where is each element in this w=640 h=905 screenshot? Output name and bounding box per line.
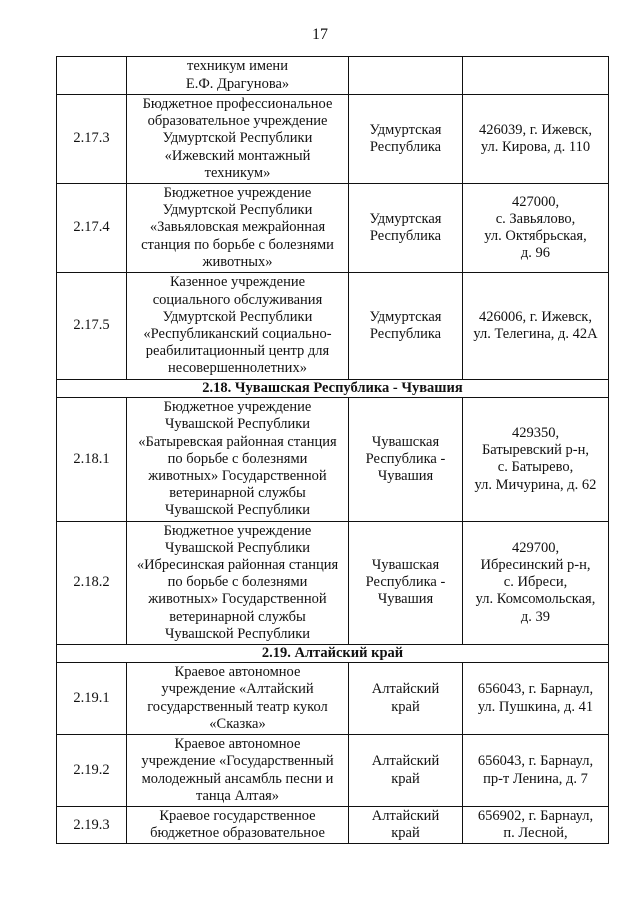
organization-name-line: «Ибресинская районная станция [136, 557, 339, 574]
organization-name-line: Чувашской Республики [164, 502, 311, 519]
organization-name-cell [127, 398, 349, 521]
organization-name-line: «Республиканский социально- [143, 326, 332, 343]
organization-name-line: танца Алтая» [195, 787, 280, 804]
organization-name-line: Е.Ф. Драгунова» [185, 75, 290, 92]
organization-name-line: учреждение «Алтайский [161, 681, 314, 698]
organization-name-line: Бюджетное учреждение [163, 522, 312, 539]
item-number [57, 57, 127, 95]
address-cell [463, 273, 609, 380]
address-line: 429350, [511, 425, 560, 442]
organization-name-line: Краевое автономное [174, 736, 301, 753]
organization-name-line: ветеринарной службы [169, 485, 306, 502]
organization-name-cell [127, 273, 349, 380]
address-line: ул. Кирова, д. 110 [480, 139, 591, 155]
region-name-line: Удмуртская [369, 308, 442, 325]
item-number: 2.17.5 [57, 273, 127, 380]
organization-name-line: «Батыревская районная станция [138, 433, 337, 450]
address-line: п. Лесной, [503, 825, 568, 842]
organization-name-cell [127, 521, 349, 644]
item-number: 2.17.3 [57, 95, 127, 184]
region-name-line: Республика [369, 326, 442, 343]
organization-name-line: Краевое государственное [159, 807, 316, 824]
address-cell [463, 95, 609, 184]
organization-name-cell [127, 735, 349, 807]
organization-name-cell [127, 663, 349, 735]
organization-name-line: реабилитационный центр для [145, 343, 330, 360]
organization-name-line: Удмуртской Республики [162, 308, 313, 325]
organization-name-line: животных» Государственной [148, 591, 327, 608]
table-row [57, 806, 609, 843]
region-name-line: Алтайский [371, 681, 440, 698]
organization-name-line: образовательное учреждение [147, 113, 328, 130]
item-number: 2.18.1 [57, 398, 127, 521]
section-header-row [57, 380, 609, 398]
item-number: 2.19.1 [57, 663, 127, 735]
region-name-line: край [391, 825, 420, 842]
organization-name-line: Чувашской Республики [164, 416, 311, 433]
organization-name-line: Краевое автономное [174, 664, 301, 681]
organization-name-line: учреждение «Государственный [141, 753, 334, 770]
address-line: ул. Октябрьская, [484, 228, 587, 245]
section-title: 2.18. Чувашская Республика - Чувашия [57, 380, 609, 398]
region-name-line: край [391, 698, 420, 715]
address-line: 429700, [511, 539, 560, 556]
address-cell [463, 398, 609, 521]
table-row [57, 57, 609, 95]
organization-name-line: Чувашской Республики [164, 539, 311, 556]
organization-name-line: Казенное учреждение [169, 274, 306, 291]
region-name-cell [349, 663, 463, 735]
region-name-line: край [391, 770, 420, 787]
organization-name-line: животных» [202, 253, 273, 270]
organization-name-cell [127, 95, 349, 184]
section-header-row [57, 645, 609, 663]
region-name-line: Чувашская [371, 433, 440, 450]
table-row [57, 95, 609, 184]
region-name-cell [349, 273, 463, 380]
organizations-table [56, 56, 609, 844]
address-line: 656902, г. Барнаул, [477, 807, 594, 824]
region-name-line: Чувашия [377, 591, 434, 608]
organization-name-line: животных» Государственной [148, 468, 327, 485]
address-line: ул. Пушкина, д. 41 [477, 698, 594, 715]
address-line: 426006, г. Ижевск, [479, 308, 592, 325]
region-name-cell [349, 806, 463, 843]
address-cell [463, 663, 609, 735]
region-name-line: Чувашская [371, 557, 440, 574]
table-row [57, 184, 609, 273]
organization-name-line: Бюджетное профессиональное [142, 96, 333, 112]
address-line: 656043, г. Барнаул, [477, 681, 594, 698]
address-line: пр-т Ленина, д. 7 [483, 770, 588, 787]
address-cell [463, 184, 609, 273]
section-title: 2.19. Алтайский край [57, 645, 609, 663]
organization-name-line: бюджетное образовательное [150, 825, 325, 842]
region-name-line: Республика - [365, 574, 446, 591]
organization-name-line: «Ижевский монтажный [164, 147, 311, 164]
region-name-cell [349, 95, 463, 184]
region-name-cell [349, 57, 463, 95]
table-body [57, 57, 609, 844]
organization-name-line: ветеринарной службы [169, 608, 306, 625]
region-name-line: Чувашия [377, 468, 434, 485]
organization-name-line: социального обслуживания [152, 291, 323, 308]
page-number: 17 [312, 26, 328, 43]
region-name-cell [349, 398, 463, 521]
organization-name-cell [127, 806, 349, 843]
table-row [57, 398, 609, 521]
organization-name-line: «Сказка» [209, 715, 266, 732]
address-line: Батыревский р-н, [481, 442, 589, 459]
organization-name-line: станция по борьбе с болезнями [141, 236, 334, 253]
address-cell [463, 735, 609, 807]
address-line: ул. Мичурина, д. 62 [474, 476, 597, 493]
item-number: 2.19.2 [57, 735, 127, 807]
organization-name-cell [127, 57, 349, 95]
region-name-cell [349, 735, 463, 807]
region-name-line: Алтайский [371, 807, 440, 824]
organization-name-line: Бюджетное учреждение [163, 399, 312, 416]
table-row [57, 735, 609, 807]
address-line: с. Батырево, [497, 459, 574, 476]
address-line: 427000, [511, 193, 560, 210]
organization-name-line: по борьбе с болезнями [167, 574, 308, 591]
region-name-line: Удмуртская [369, 210, 442, 227]
address-cell [463, 806, 609, 843]
organization-name-line: Удмуртской Республики [162, 202, 313, 219]
region-name-line: Республика [369, 139, 442, 155]
address-line: д. 39 [520, 608, 551, 625]
organization-name-line: техникум» [204, 164, 271, 181]
region-name-line: Республика [369, 228, 442, 245]
organization-name-line: по борьбе с болезнями [167, 450, 308, 467]
organization-name-line: Чувашской Республики [164, 625, 311, 642]
region-name-line: Удмуртская [369, 121, 442, 138]
address-line: ул. Комсомольская, [475, 591, 596, 608]
item-number: 2.19.3 [57, 806, 127, 843]
item-number: 2.18.2 [57, 521, 127, 644]
item-number: 2.17.4 [57, 184, 127, 273]
table-row [57, 663, 609, 735]
region-name-cell [349, 184, 463, 273]
address-line: 426039, г. Ижевск, [479, 121, 592, 138]
organization-name-cell [127, 184, 349, 273]
address-line: с. Завьялово, [495, 210, 576, 227]
address-cell [463, 521, 609, 644]
organization-name-line: Бюджетное учреждение [163, 185, 312, 202]
organization-name-line: государственный театр кукол [147, 698, 328, 715]
address-line: с. Ибреси, [503, 574, 568, 591]
address-line: Ибресинский р-н, [480, 557, 591, 574]
organization-name-line: молодежный ансамбль песни и [141, 770, 334, 787]
organization-name-line: техникум имени [187, 58, 288, 75]
organization-name-line: несовершеннолетних» [168, 360, 307, 377]
region-name-cell [349, 521, 463, 644]
region-name-line: Республика - [365, 450, 446, 467]
organization-name-line: Удмуртской Республики [162, 130, 313, 147]
organization-name-line: «Завьяловская межрайонная [149, 219, 326, 236]
table-row [57, 273, 609, 380]
table-row [57, 521, 609, 644]
address-line: ул. Телегина, д. 42А [473, 326, 598, 343]
address-line: 656043, г. Барнаул, [477, 753, 594, 770]
address-cell [463, 57, 609, 95]
region-name-line: Алтайский [371, 753, 440, 770]
address-line: д. 96 [520, 245, 551, 262]
